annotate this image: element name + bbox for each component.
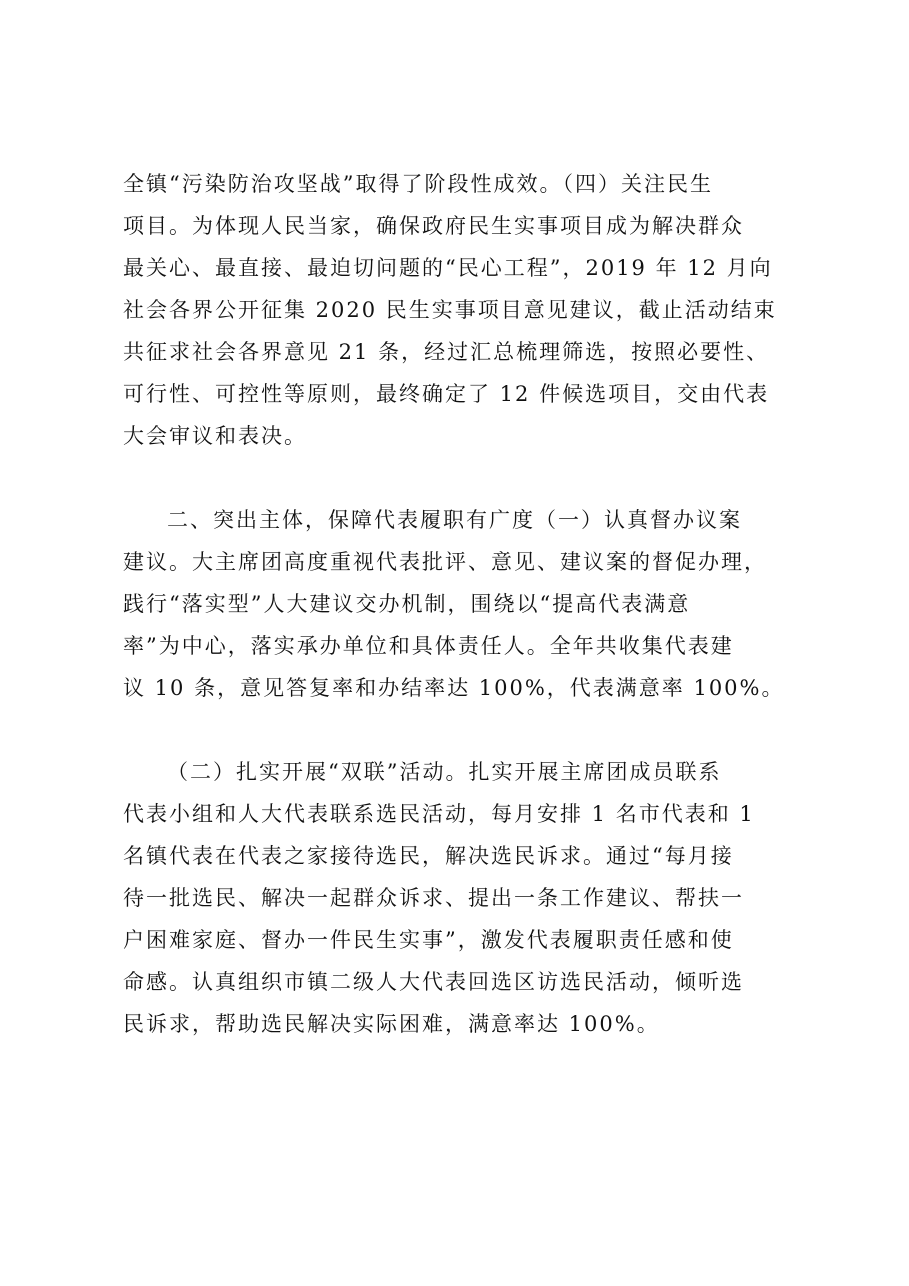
paragraph-pollution-and-livelihood — [123, 163, 803, 457]
text-line: 二、突出主体，保障代表履职有广度（一）认真督办议案 — [167, 508, 742, 532]
text-line: 命感。认真组织市镇二级人大代表回选区访选民活动，倾听选 — [123, 970, 744, 994]
paragraph-dual-liaison-activity — [123, 751, 803, 1045]
text-line: 名镇代表在代表之家接待选民，解决选民诉求。通过“每月接 — [123, 844, 734, 868]
text-line: 社会各界公开征集 2020 民生实事项目意见建议，截止活动结束 — [123, 298, 777, 322]
text-line: 最关心、最直接、最迫切问题的“民心工程”，2019 年 12 月向 — [123, 256, 773, 280]
text-line: 民诉求，帮助选民解决实际困难，满意率达 100%。 — [123, 1012, 660, 1036]
text-line: （二）扎实开展“双联”活动。扎实开展主席团成员联系 — [167, 760, 722, 784]
text-line: 代表小组和人大代表联系选民活动，每月安排 1 名市代表和 1 — [123, 802, 755, 826]
text-line: 议 10 条，意见答复率和办结率达 100%，代表满意率 100%。 — [123, 676, 785, 700]
text-line: 全镇“污染防治攻坚战”取得了阶段性成效。（四）关注民生 — [123, 172, 713, 196]
text-line: 项目。为体现人民当家，确保政府民生实事项目成为解决群众 — [123, 214, 744, 238]
paragraph-section-two-supervision — [123, 499, 803, 709]
text-line: 共征求社会各界意见 21 条，经过汇总梳理筛选，按照必要性、 — [123, 340, 770, 364]
text-line: 待一批选民、解决一起群众诉求、提出一条工作建议、帮扶一 — [123, 886, 744, 910]
text-line: 践行“落实型”人大建议交办机制，围绕以“提高代表满意 — [123, 592, 691, 616]
text-line: 户困难家庭、督办一件民生实事”，激发代表履职责任感和使 — [123, 928, 734, 952]
text-line: 率”为中心，落实承办单位和具体责任人。全年共收集代表建 — [123, 634, 734, 658]
text-line: 建议。大主席团高度重视代表批评、意见、建议案的督促办理， — [123, 550, 767, 574]
text-line: 可行性、可控性等原则，最终确定了 12 件候选项目，交由代表 — [123, 382, 770, 406]
text-line: 大会审议和表决。 — [123, 424, 307, 448]
